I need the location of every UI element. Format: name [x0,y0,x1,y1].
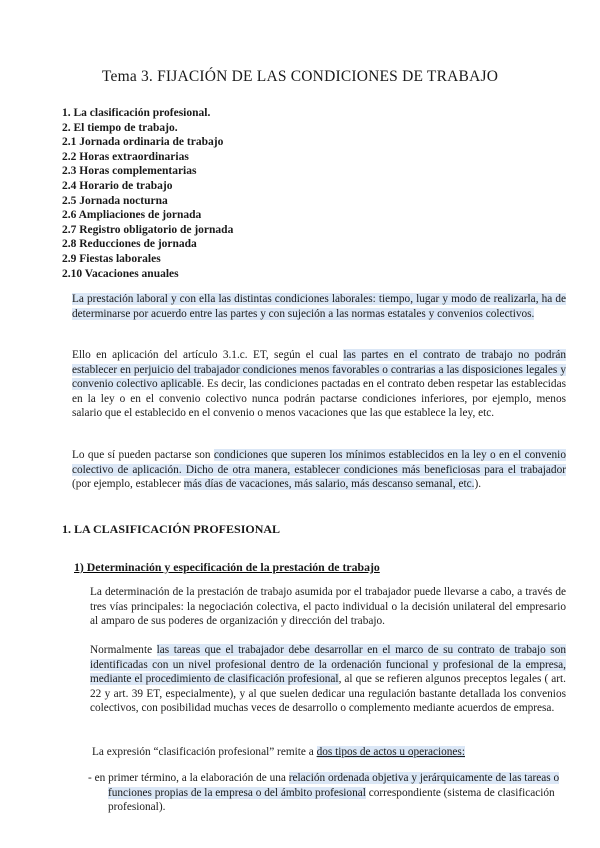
intro-paragraph-2 [72,348,566,421]
body-paragraph-3 [92,745,566,760]
intro-paragraph-1 [72,292,566,321]
subsection-heading: 1) Determinación y especificación de la prestación de trabajo [74,560,380,574]
highlighted-text: más días de vacaciones, más salario, más descanso semanal, etc. [183,478,475,490]
text-span: ). [474,478,482,490]
text-span: La expresión “clasificación profesional” remite a [92,746,317,758]
text-span: Lo que sí pueden pactarse son [72,449,214,461]
toc-item: 2.2 Horas extraordinarias [62,150,189,163]
intro-paragraph-3 [72,448,566,492]
highlighted-text: relación ordenada objetiva y jerárquicamente de las tareas o funciones propias de la empresa o del ámbito profesional [108,772,560,799]
text-span: La determinación de la prestación de trabajo asumida por el trabajador puede llevarse a cabo, a través de tres vías principales: la negociación colectiva, el pacto individual o la decisión unilateral del empresario al amparo de sus poderes de organización y dirección del trabajo. [90,586,566,627]
body-paragraph-1 [90,585,566,629]
page-title: Tema 3. FIJACIÓN DE LAS CONDICIONES DE TRABAJO [101,68,499,85]
toc-item: 2. El tiempo de trabajo. [62,121,178,134]
toc-item: 2.9 Fiestas laborales [62,252,161,265]
text-span: , al que se refieren algunos preceptos legales ( art. 22 y art. 39 ET, especialmente), y al que suelen dedicar una regulación bastante detallada los convenios colectivos, con posibilidad muchas veces de desarrollo o complemento mediante acuerdos de empresa. [90,673,566,714]
text-span: correspondiente (sistema de clasificación profesional). [108,786,555,813]
toc-item: 2.6 Ampliaciones de jornada [62,209,202,222]
toc-item: 2.4 Horario de trabajo [62,179,173,192]
highlighted-text: las tareas que el trabajador debe desarrollar en el marco de su contrato de trabajo son identificadas con un nivel profesional dentro de la ordenación funcional y profesional de la empresa, mediante el procedimiento de clasificación profesional [90,644,567,685]
body-paragraph-2 [90,643,566,716]
bullet-item [88,771,563,815]
text-span: Normalmente [90,644,157,656]
highlighted-text: La prestación laboral y con ella las distintas condiciones laborales: tiempo, lugar y modo de realizarla, ha de determinarse por acuerdo entre las partes y con sujeción a las normas estatales y convenios colectivos. [72,293,566,320]
bullet-text [88,771,563,815]
highlighted-text: dos tipos de actos u operaciones: [316,746,465,758]
text-span: . Es decir, las condiciones pactadas en el contrato deben respetar las establecidas en la ley o en el convenio colectivo nunca podrán pactarse condiciones inferiores, por ejemplo, menos salario que el establecido en el convenio o menos vacaciones que las que establece la ley, etc. [72,378,566,419]
highlighted-text: condiciones que superen los mínimos establecidos en la ley o en el convenio colectivo de aplicación. Dicho de otra manera, establecer condiciones más beneficiosas para el trabajador [72,449,566,476]
toc-item: 2.3 Horas complementarias [62,165,197,178]
table-of-contents [62,106,233,281]
text-span: - en primer término, a la elaboración de una [88,772,289,784]
highlighted-text: las partes en el contrato de trabajo no podrán establecer en perjuicio del trabajador condiciones menos favorables o contrarias a las disposiciones legales y convenio colectivo aplicable [72,349,566,390]
text-span: Ello en aplicación del artículo 3.1.c. ET, según el cual [72,349,344,361]
toc-item: 2.1 Jornada ordinaria de trabajo [62,136,224,149]
section-heading: 1. LA CLASIFICACIÓN PROFESIONAL [62,522,281,536]
toc-item: 2.5 Jornada nocturna [62,194,168,207]
text-span: (por ejemplo, establecer [72,478,184,490]
toc-item: 2.10 Vacaciones anuales [62,267,179,280]
toc-item: 2.7 Registro obligatorio de jornada [62,223,234,236]
toc-item: 2.8 Reducciones de jornada [62,238,197,251]
toc-item: 1. La clasificación profesional. [62,107,211,119]
